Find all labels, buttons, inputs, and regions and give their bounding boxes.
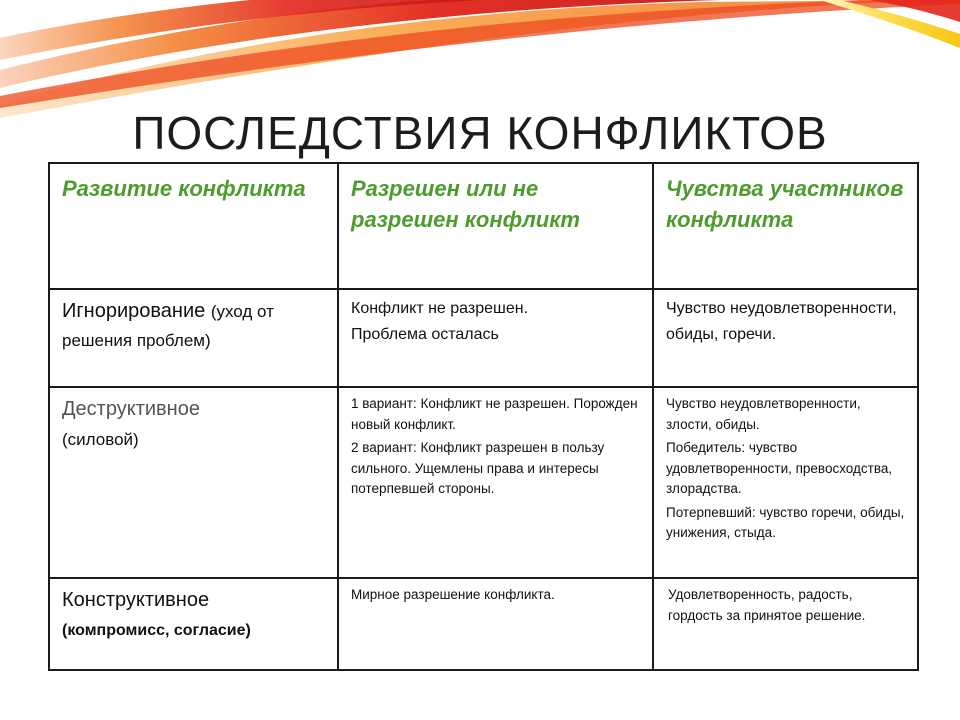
cell-resolution xyxy=(338,387,653,578)
resolution-line: 2 вариант: Конфликт разрешен в пользу сильного. Ущемлены права и интересы потерпевшей стороны. xyxy=(351,440,605,496)
development-note: (уход от решения проблем) xyxy=(62,302,274,350)
development-main: Конструктивное xyxy=(62,589,210,611)
feelings-line: Чувство неудовлетворенности, обиды, горечи. xyxy=(666,300,897,343)
cell-resolution xyxy=(338,578,653,670)
header-cell-development xyxy=(49,163,338,289)
cell-resolution xyxy=(338,289,653,387)
resolution-text xyxy=(339,579,652,606)
feelings-line: Удовлетворенность, радость, гордость за принятое решение. xyxy=(668,587,866,623)
header-feelings: Чувства участников конфликта xyxy=(666,176,904,232)
development-main: Игнорирование xyxy=(62,300,206,322)
table-row xyxy=(49,578,918,670)
cell-feelings xyxy=(653,578,918,670)
feelings-line: Потерпевший: чувство горечи, обиды, унижения, стыда. xyxy=(666,504,905,540)
cell-development xyxy=(49,289,338,387)
table-header-row xyxy=(49,163,918,289)
table-row xyxy=(49,289,918,387)
feelings-line: Чувство неудовлетворенности, злости, обиды. xyxy=(666,396,861,432)
feelings-text xyxy=(654,579,917,626)
feelings-text xyxy=(654,290,917,348)
development-main: Деструктивное xyxy=(62,398,200,420)
development-text xyxy=(50,388,337,454)
header-cell-feelings xyxy=(653,163,918,289)
cell-development xyxy=(49,387,338,578)
resolution-line: Мирное разрешение конфликта. xyxy=(351,587,555,602)
resolution-line: Конфликт не разрешен. xyxy=(351,300,529,317)
resolution-line: Проблема осталась xyxy=(351,326,499,343)
resolution-line: 1 вариант: Конфликт не разрешен. Порожден новый конфликт. xyxy=(351,396,638,432)
feelings-text xyxy=(654,388,917,544)
feelings-line: Победитель: чувство удовлетворенности, превосходства, злорадства. xyxy=(666,440,893,496)
resolution-text xyxy=(339,290,652,348)
resolution-text xyxy=(339,388,652,500)
cell-feelings xyxy=(653,387,918,578)
development-text xyxy=(50,579,337,645)
slide-title: ПОСЛЕДСТВИЯ КОНФЛИКТОВ xyxy=(132,107,828,159)
cell-feelings xyxy=(653,289,918,387)
header-cell-resolution xyxy=(338,163,653,289)
consequences-table xyxy=(48,162,919,671)
header-development: Развитие конфликта xyxy=(62,176,306,201)
header-resolution: Разрешен или не разрешен конфликт xyxy=(351,176,580,232)
table-row xyxy=(49,387,918,578)
cell-development xyxy=(49,578,338,670)
development-note: (силовой) xyxy=(62,430,139,449)
development-text xyxy=(50,290,337,355)
development-note: (компромисс, согласие) xyxy=(62,622,251,639)
